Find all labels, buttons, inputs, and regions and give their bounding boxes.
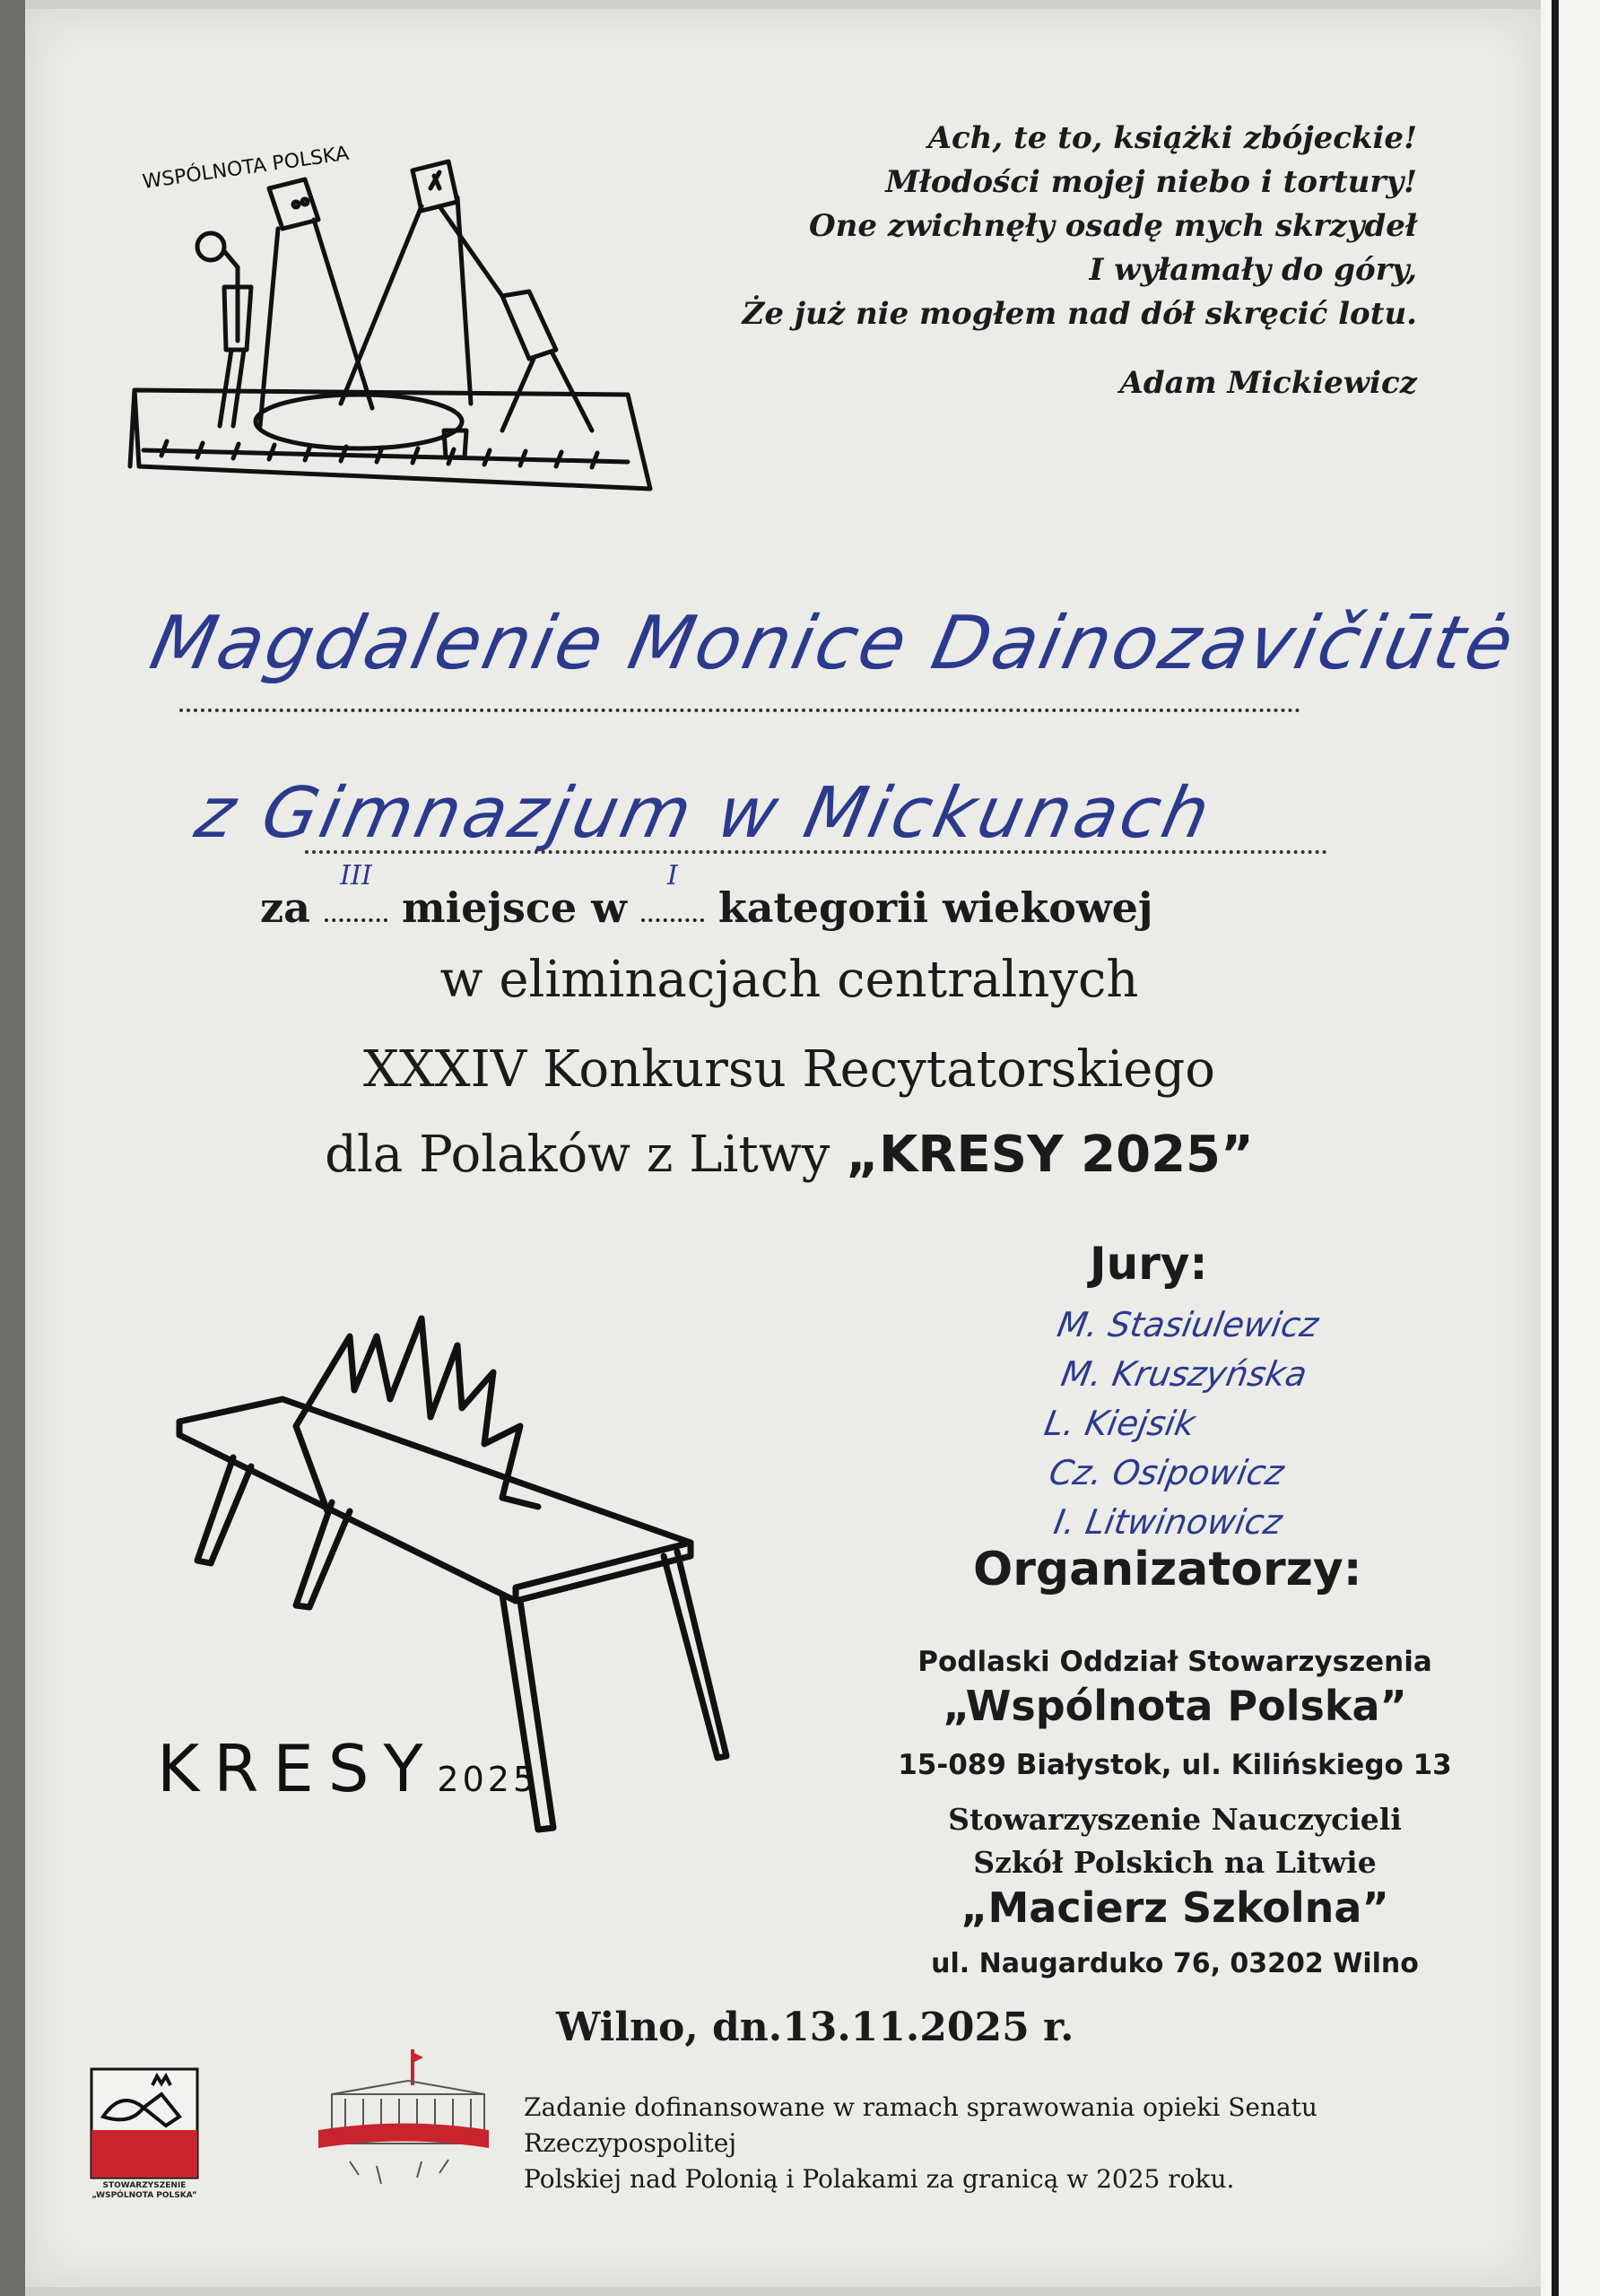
name-dotted-line — [179, 709, 1300, 712]
poem-line: Że już nie mogłem nad dół skręcić lotu. — [742, 296, 1417, 332]
funding-note-line-1: Zadanie dofinansowane w ramach sprawowania opieki Senatu Rzeczypospolitej — [524, 2092, 1317, 2158]
event-line-1: w eliminacjach centralnych — [439, 951, 1139, 1009]
jury-signature: L. Kiejsik — [1041, 1404, 1199, 1443]
poem-author: Adam Mickiewicz — [1119, 365, 1417, 401]
senate-logo — [314, 2045, 493, 2197]
org2-address: ul. Naugarduko 76, 03202 Wilno — [931, 1948, 1419, 1979]
poem-line: One zwichnęły osadę mych skrzydeł — [809, 208, 1417, 244]
kresy-label-text: KRESY — [157, 1731, 438, 1806]
jury-signature: I. Litwinowicz — [1050, 1502, 1286, 1542]
kresy-label-year: 2025 — [437, 1760, 539, 1799]
event-line-2: XXXIV Konkursu Recytatorskiego — [363, 1040, 1215, 1099]
wspolnota-polska-logo — [90, 2067, 199, 2179]
photo-edge-left — [0, 0, 25, 2296]
org2-description — [861, 1798, 1489, 1884]
place-dots — [325, 918, 387, 922]
event-line-3-prefix: dla Polaków z Litwy — [325, 1126, 830, 1184]
org2-line-1: Stowarzyszenie Nauczycieli — [948, 1802, 1402, 1837]
event-title: „KRESY 2025” — [846, 1126, 1254, 1184]
jury-signature: M. Kruszyńska — [1057, 1354, 1310, 1394]
funding-note-line-2: Polskiej nad Polonią i Polakami za granicą w 2025 roku. — [524, 2164, 1235, 2194]
logo-caption-line-1: STOWARZYSZENIE — [102, 2181, 187, 2190]
category-dots — [641, 918, 704, 922]
org1-name: „Wspólnota Polska” — [943, 1682, 1407, 1730]
issue-date: Wilno, dn.13.11.2025 r. — [556, 2005, 1074, 2050]
award-prefix: za — [260, 883, 310, 932]
jury-signatures — [1019, 1300, 1323, 1547]
jury-signature: M. Stasiulewicz — [1054, 1305, 1322, 1344]
poem-block — [538, 117, 1417, 405]
award-middle: miejsce w — [401, 883, 627, 932]
event-line-3 — [161, 1126, 1417, 1184]
org1-address: 15-089 Białystok, ul. Kilińskiego 13 — [898, 1749, 1452, 1781]
category-handwritten: I — [666, 860, 678, 891]
poem-line: I wyłamały do góry, — [1089, 252, 1417, 288]
org2-name: „Macierz Szkolna” — [961, 1883, 1389, 1932]
jury-title: Jury: — [1090, 1238, 1208, 1290]
jury-signature: Cz. Osipowicz — [1046, 1453, 1288, 1492]
school-handwritten: z Gimnazjum w Mickunach — [188, 773, 1221, 854]
award-suffix: kategorii wiekowej — [717, 883, 1153, 932]
award-line — [260, 860, 1153, 932]
logo-handwritten-text: WSPÓLNOTA POLSKA — [141, 142, 351, 194]
recipient-name-handwritten: Magdalenie Monice Dainozavičiūtė — [143, 601, 1524, 686]
organizers-title: Organizatorzy: — [973, 1543, 1362, 1596]
org2-line-2: Szkół Polskich na Litwie — [973, 1845, 1377, 1880]
logo-caption-line-2: „WSPÓLNOTA POLSKA” — [91, 2191, 197, 2200]
poem-line: Ach, te to, książki zbójeckie! — [927, 120, 1417, 156]
logo-caption — [86, 2181, 203, 2201]
org1-line: Podlaski Oddział Stowarzyszenia — [917, 1646, 1432, 1678]
kresy-drawing-label — [157, 1731, 538, 1806]
funding-note — [524, 2090, 1510, 2197]
photo-edge-right — [1541, 0, 1600, 2296]
school-dotted-line — [305, 850, 1327, 854]
place-handwritten: III — [340, 860, 372, 891]
poem-line: Młodości mojej niebo i tortury! — [885, 164, 1417, 200]
